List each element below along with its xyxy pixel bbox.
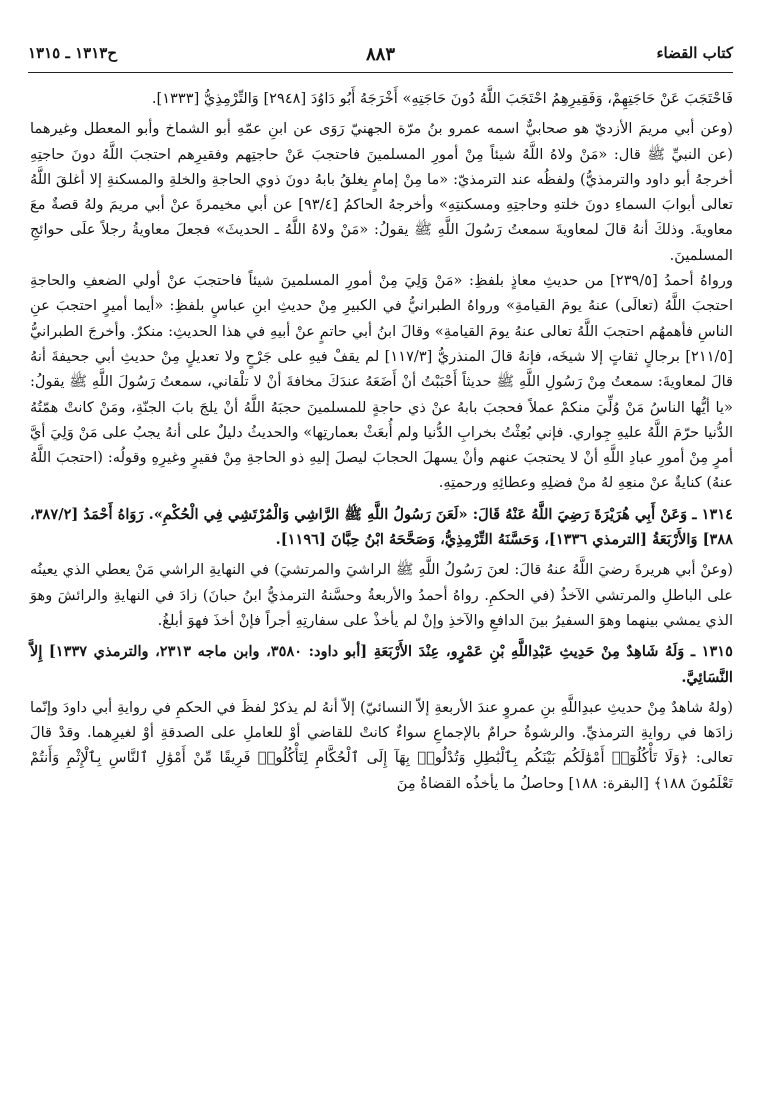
- text-continuation: فَاحْتَجَبَ عَنْ حَاجَتِهِمْ، وَفَقِيرِهِمُ احْتَجَبَ اللَّهُ دُونَ حَاجَتِهِ» أَخْرَجَهُ أَبُو دَاوُدَ [٢٩٤٨] وَالتِّرْمِذِيُّ [١٣٣٣].: [151, 90, 733, 107]
- commentary-paragraph: (وعنْ أبي هريرةَ رضيَ اللَّهُ عنهُ قالَ: لعنَ رَسُولُ اللَّهِ ﷺ الراشيَ والمرتشيَ) في النهايةِ الراشي مَنْ يعطي الذي يعينُه على الباطلِ والمرتشي الآخذُ (في الحكمِ. رواهُ أحمدُ والأربعةُ وحسَّنهُ الترمذيُّ ابنُ حبانَ) زادَ في النهايةِ والرائشَ وهوَ الذي يمشي بينهما وهوَ السفيرُ بينَ الدافعِ والآخذِ وإنْ لم يأخذْ على سفارتِهِ أجراً فإنْ أخذَ فهوَ أبلغُ.: [30, 561, 733, 629]
- commentary-paragraph: (ولهُ شاهدٌ مِنْ حديثِ عبدِاللَّهِ بنِ عمروٍ عندَ الأربعةِ إلاّ النسائيّ) إلاّ أنهُ لم يذكرْ لفظَ في الحكمِ في روايةِ أبي داودَ وإنّما زادَها في روايةِ الترمذيِّ. والرشوةُ حرامٌ بالإجماعِ سواءٌ كانتْ للقاضي أوْ للعاملِ على الصدقةِ أوْ لغيرِهما. وقدْ قالَ تعالى: ﴿وَلَا تَأْكُلُوٓا۟ أَمْوَٰلَكُم بَيْنَكُم بِٱلْبَٰطِلِ وَتُدْلُوا۟ بِهَآ إِلَى ٱلْحُكَّامِ لِتَأْكُلُوا۟ فَرِيقًا مِّنْ أَمْوَٰلِ ٱلنَّاسِ بِٱلْإِثْمِ وَأَنتُمْ تَعْلَمُونَ ١٨٨﴾ [البقرة: ١٨٨] وحاصلُ ما يأخذُه القضاةُ مِنَ: [30, 698, 733, 792]
- hadith-1314: ١٣١٤ ـ وَعَنْ أَبِي هُرَيْرَةَ رَضِيَ اللَّهُ عَنْهُ قَالَ: «لَعَنَ رَسُولُ اللَّهِ ﷺ الرَّاشِي وَالْمُرْتَشِي فِي الْحُكْمِ». رَوَاهُ أَحْمَدُ [٣٨٧/٢، ٣٨٨] وَالأَرْبَعَةُ [الترمذي ١٣٣٦]، وَحَسَّنَهُ التِّرْمِذِيُّ، وَصَحَّحَهُ ابْنُ حِبَّانَ [١١٩٦].: [30, 505, 733, 549]
- page-header: [28, 44, 733, 70]
- commentary-paragraph: ورواهُ أحمدُ [٢٣٩/٥] من حديثِ معاذٍ بلفظِ: «مَنْ وَلِيَ مِنْ أمورِ المسلمينَ شيئاً فاحتجبَ عنْ أولي الضعفِ والحاجةِ احتجبَ اللَّهُ (تعالَى) عنهُ يومَ القيامةِ» ورواهُ الطبرانيُّ في الكبيرِ مِنْ حديثِ ابنِ عباسٍ بلفظِ: «أيما أميرٍ احتجبَ عنِ الناسِ فأهمهُم احتجبَ اللَّهُ تعالى عنهُ يومَ القيامةِ» وقالَ ابنُ أبي حاتمٍ عنْ أبيهِ في هذا الحديثِ: منكرٌ. وأخرجَ الطبرانيُّ [٢١١/٥] برجالٍ ثقاتٍ إلا شيخَه، فإنهُ قالَ المنذريُّ [١١٧/٣] لم يقفْ فيهِ على جَرْحٍ ولا تعديلٍ مِنْ حديثِ أبي جحيفةَ أنهُ قالَ لمعاويةَ: سمعتُ مِنْ رَسُولِ اللَّهِ ﷺ حديثاً أَحْبَبْتُ أنْ أَضَعَهُ عندَكَ مخافةَ أنْ لا تلْقاني، سمعتُ رَسُولَ اللَّهِ ﷺ يقولُ: «يا أيُّها الناسُ مَنْ وُلِّيَ منكمْ عملاً فحجبَ بابهُ عنْ ذي حاجةٍ للمسلمينَ حجبَهُ اللَّهُ أنْ يلجَ بابَ الجنّةِ، ومَنْ كانتْ همّتُهُ الدُّنيا حرّمَ اللَّهُ عليهِ جِواري. فإني بُعِثْتُ بخرابِ الدُّنيا ولم أُبعَثْ بعمارتِها» والحديثُ دليلٌ على أنهُ يجبُ على مَنْ وَلِيَ أيَّ أمرٍ مِنْ أمورِ عبادِ اللَّهِ أنْ لا يحتجبَ عنهم وأنْ يسهلَ الحجابَ ليصلَ إليهِ ذو الحاجةِ مِنْ فقيرٍ وغيرِهِ وقولُه: (احتجبَ اللَّهُ عنهُ) كنايةٌ عنْ منعِهِ لهُ منْ فضلِهِ وعطائِهِ ورحمتِهِ.: [30, 272, 734, 492]
- hadith-range: ح١٣١٣ ـ ١٣١٥: [28, 44, 117, 62]
- commentary-paragraph: (وعن أبي مريمَ الأزديّ هو صحابيٌّ اسمه عمرو بنُ مرّة الجهنيّ رَوَى عن ابنِ عمّهِ أبو الشماخ وأبو المعطل وغيرهما (عن النبيِّ ﷺ قال: «مَنْ ولاهُ اللَّهُ شيئاً مِنْ أمورِ المسلمينَ فاحتجبَ عَنْ حاجتِهم وفقيرِهم احتجبَ اللَّهُ دونَ حاجتِهِ أخرجهُ أبو داود والترمذيُّ) ولفظُه عند الترمذيّ: «ما مِنْ إمامٍ يغلقُ بابهُ دونَ ذوي الحاجةِ والخلةِ والمسكنةِ إلا أغلقَ اللَّهُ تعالى أبوابَ السماءِ دونَ خلتهِ وحاجتِهِ ومسكنتِهِ» وأخرجهُ الحاكمُ [٩٣/٤] عن أبي مخيمرةَ عنْ أبي مريمَ ولهُ قصةٌ معَ معاويةَ. وذلكَ أنهُ قالَ لمعاويةَ سمعتُ رَسُولَ اللَّهِ ﷺ يقولُ: «مَنْ ولاهُ اللَّهُ ـ الحديثَ» فجعلَ معاويةُ رجلاً علَى حوائجِ المسلمينَ.: [30, 120, 733, 264]
- hadith-1315: ١٣١٥ ـ وَلَهُ شَاهِدٌ مِنْ حَدِيثِ عَبْدِاللَّهِ بْنِ عَمْرٍو، عِنْدَ الأَرْبَعَةِ [أبو داود: ٣٥٨٠، وابن ماجه ٢٣١٣، والترمذي ١٣٣٧] إِلاَّ النَّسَائِيَّ.: [30, 643, 733, 686]
- header-divider: [28, 72, 733, 73]
- book-section-title: كتاب القضاء: [656, 44, 733, 62]
- page-body: [30, 86, 733, 796]
- page-number: ٨٨٣: [365, 44, 396, 65]
